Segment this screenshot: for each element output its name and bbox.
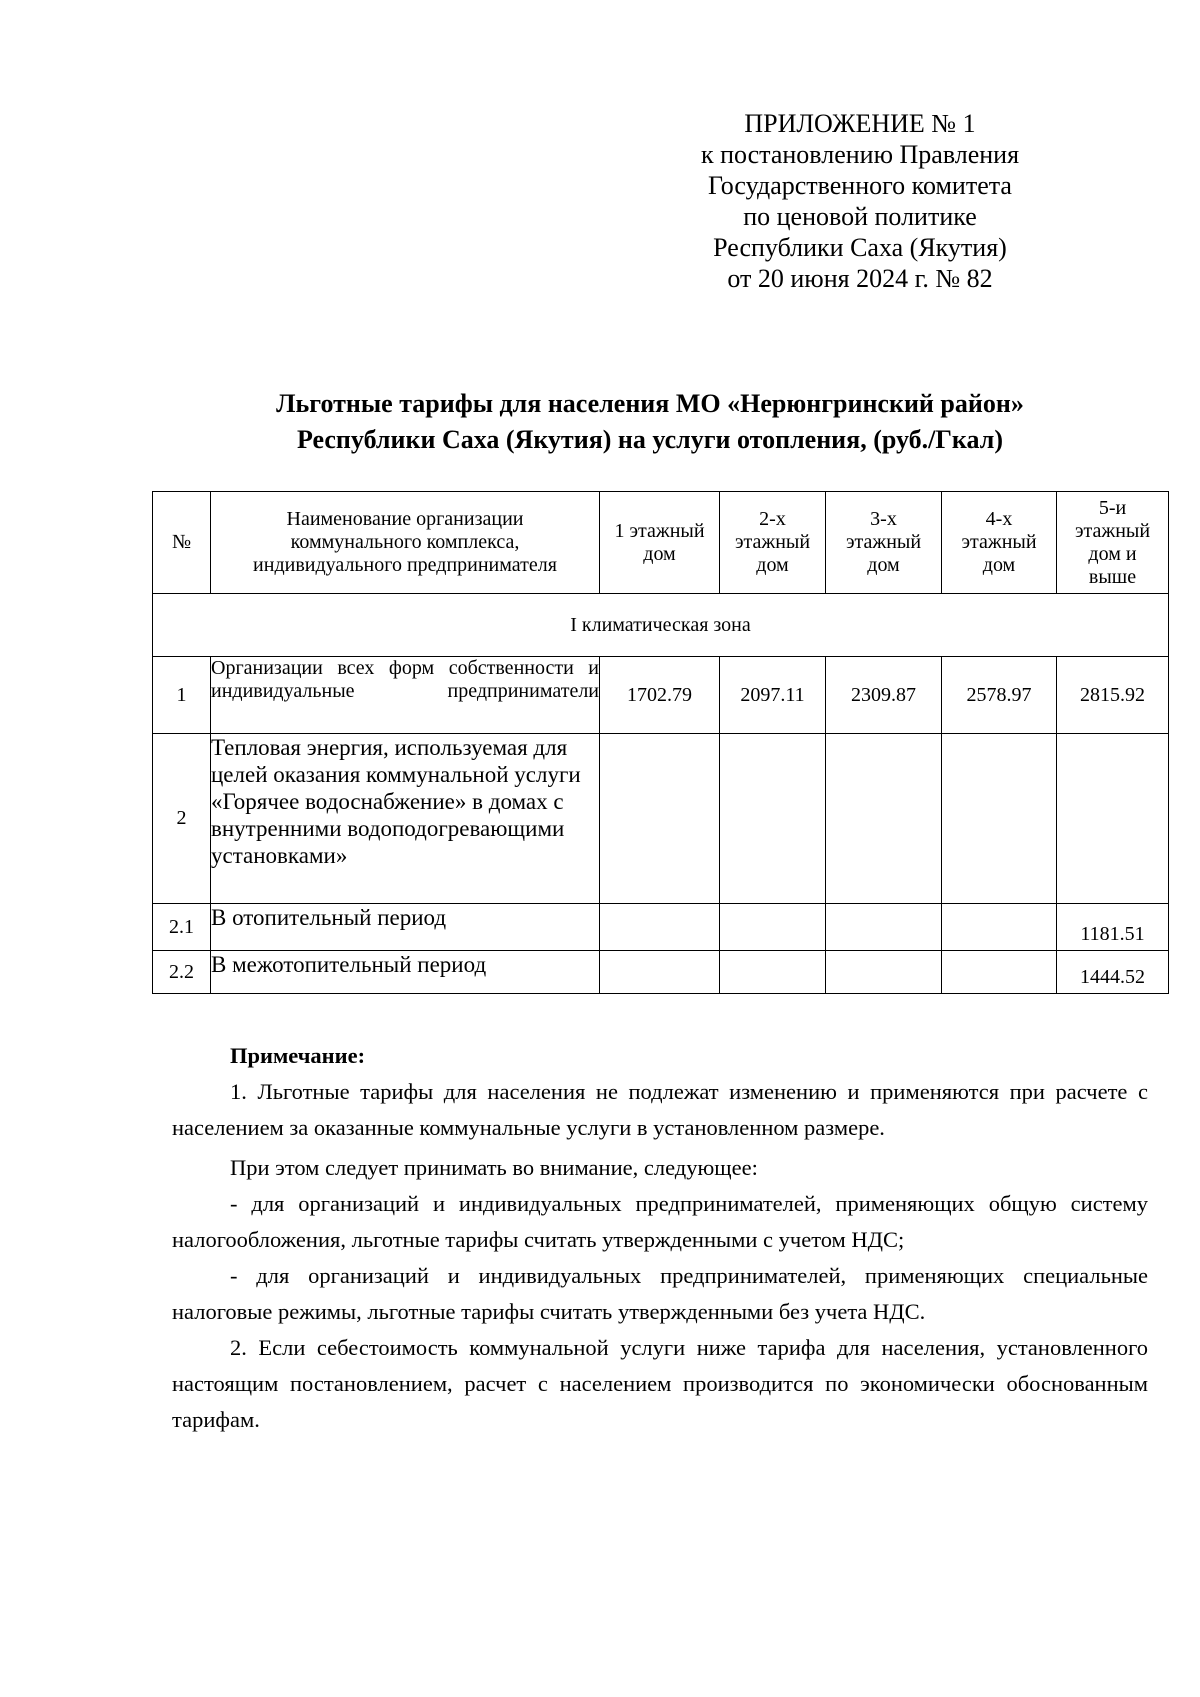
appendix-line: Государственного комитета bbox=[708, 171, 1012, 200]
row-name: В межотопительный период bbox=[211, 951, 600, 994]
tariff-3-floor bbox=[826, 951, 942, 994]
header-3-floor: 3-х этажный дом bbox=[826, 492, 942, 594]
document-title bbox=[150, 386, 1150, 458]
table-row bbox=[153, 904, 1169, 951]
header-5-floor-and-above: 5-и этажный дом и выше bbox=[1057, 492, 1169, 594]
appendix-line: к постановлению Правления bbox=[700, 140, 1020, 169]
tariff-3-floor: 2309.87 bbox=[826, 657, 942, 734]
row-number: 1 bbox=[153, 657, 211, 734]
tariff-3-floor bbox=[826, 904, 942, 951]
appendix-date: от 20 июня 2024 г. № 82 bbox=[727, 264, 993, 293]
tariff-1-floor: 1702.79 bbox=[600, 657, 720, 734]
tariff-table bbox=[152, 491, 1169, 994]
document-title-line-1: Льготные тарифы для населения МО «Нерюнгринский район» bbox=[276, 389, 1024, 418]
tariff-5-floor bbox=[1057, 734, 1169, 904]
note-paragraph-3: - для организаций и индивидуальных предпринимателей, применяющих общую систему налогообложения, льготные тарифы считать утвержденными с учетом НДС; bbox=[172, 1191, 1148, 1252]
appendix-header bbox=[640, 108, 1080, 294]
table-row bbox=[153, 657, 1169, 734]
appendix-line: по ценовой политике bbox=[743, 202, 977, 231]
tariff-4-floor: 2578.97 bbox=[942, 657, 1057, 734]
tariff-1-floor bbox=[600, 904, 720, 951]
tariff-4-floor bbox=[942, 904, 1057, 951]
tariff-2-floor bbox=[720, 734, 826, 904]
tariff-2-floor bbox=[720, 904, 826, 951]
row-number: 2.2 bbox=[153, 951, 211, 994]
document-title-line-2: Республики Саха (Якутия) на услуги отопления, (руб./Гкал) bbox=[297, 425, 1003, 454]
table-header-row bbox=[153, 492, 1169, 594]
tariff-5-floor: 2815.92 bbox=[1057, 657, 1169, 734]
header-organization-name: Наименование организации коммунального комплекса, индивидуального предпринимателя bbox=[211, 492, 600, 594]
table-row bbox=[153, 951, 1169, 994]
row-name: В отопительный период bbox=[211, 904, 600, 951]
row-name: Организации всех форм собственности и индивидуальные предприниматели bbox=[211, 657, 600, 734]
climate-zone-label: I климатическая зона bbox=[153, 594, 1169, 657]
header-4-floor: 4-х этажный дом bbox=[942, 492, 1057, 594]
appendix-line: Республики Саха (Якутия) bbox=[713, 233, 1007, 262]
note-paragraph-5: 2. Если себестоимость коммунальной услуги ниже тарифа для населения, установленного настоящим постановлением, расчет с населением производится по экономически обоснованным тарифам. bbox=[172, 1335, 1148, 1432]
tariff-5-floor: 1181.51 bbox=[1057, 904, 1169, 951]
tariff-4-floor bbox=[942, 951, 1057, 994]
tariff-1-floor bbox=[600, 734, 720, 904]
tariff-5-floor: 1444.52 bbox=[1057, 951, 1169, 994]
note-paragraph-2: При этом следует принимать во внимание, следующее: bbox=[230, 1155, 758, 1180]
zone-row bbox=[153, 594, 1169, 657]
header-number: № bbox=[153, 492, 211, 594]
row-number: 2 bbox=[153, 734, 211, 904]
note-paragraph-4: - для организаций и индивидуальных предпринимателей, применяющих специальные налоговые режимы, льготные тарифы считать утвержденными без учета НДС. bbox=[172, 1263, 1148, 1324]
header-1-floor: 1 этажный дом bbox=[600, 492, 720, 594]
appendix-title: ПРИЛОЖЕНИЕ № 1 bbox=[744, 109, 976, 138]
table-row bbox=[153, 734, 1169, 904]
row-number: 2.1 bbox=[153, 904, 211, 951]
tariff-3-floor bbox=[826, 734, 942, 904]
header-2-floor: 2-х этажный дом bbox=[720, 492, 826, 594]
notes-section bbox=[172, 1038, 1148, 1438]
notes-heading: Примечание: bbox=[230, 1043, 366, 1068]
tariff-2-floor bbox=[720, 951, 826, 994]
row-name: Тепловая энергия, используемая для целей оказания коммунальной услуги «Горячее водоснабжение» в домах с внутренними водоподогревающими установками» bbox=[211, 734, 600, 904]
tariff-2-floor: 2097.11 bbox=[720, 657, 826, 734]
note-paragraph-1: 1. Льготные тарифы для населения не подлежат изменению и применяются при расчете с населением за оказанные коммунальные услуги в установленном размере. bbox=[172, 1079, 1148, 1140]
tariff-4-floor bbox=[942, 734, 1057, 904]
tariff-1-floor bbox=[600, 951, 720, 994]
